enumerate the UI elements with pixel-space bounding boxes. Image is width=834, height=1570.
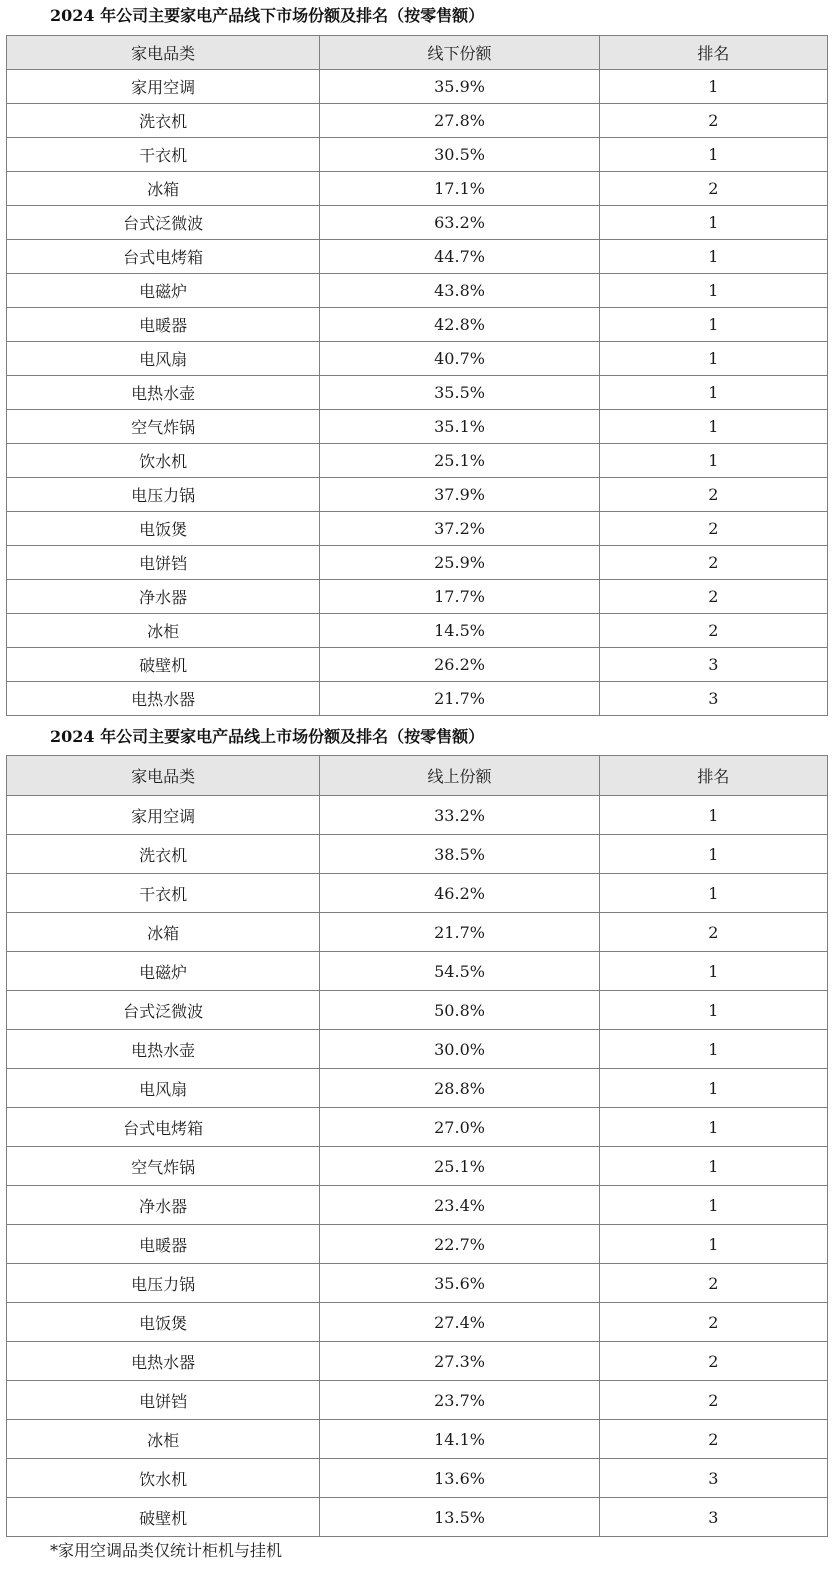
table-row: [7, 1186, 828, 1225]
share-cell: 13.6%: [320, 1459, 599, 1498]
table-row: [7, 376, 828, 410]
rank-cell: 1: [599, 1147, 827, 1186]
category-cell: 电磁炉: [7, 274, 320, 308]
rank-cell: 1: [599, 796, 827, 835]
share-cell: 23.4%: [320, 1186, 599, 1225]
table-row: [7, 172, 828, 206]
online-table-body: [7, 796, 828, 1537]
share-cell: 37.2%: [320, 512, 599, 546]
share-cell: 54.5%: [320, 952, 599, 991]
category-cell: 台式泛微波: [7, 991, 320, 1030]
share-cell: 44.7%: [320, 240, 599, 274]
offline-table-body: [7, 70, 828, 716]
category-cell: 饮水机: [7, 1459, 320, 1498]
rank-cell: 1: [599, 874, 827, 913]
table-row: [7, 952, 828, 991]
header-row: [7, 756, 828, 796]
category-cell: 冰箱: [7, 172, 320, 206]
rank-cell: 2: [599, 478, 827, 512]
share-cell: 14.5%: [320, 614, 599, 648]
category-cell: 家用空调: [7, 70, 320, 104]
rank-cell: 3: [599, 648, 827, 682]
rank-cell: 2: [599, 512, 827, 546]
rank-cell: 1: [599, 1186, 827, 1225]
rank-cell: 2: [599, 614, 827, 648]
table-row: [7, 546, 828, 580]
share-cell: 14.1%: [320, 1420, 599, 1459]
table-row: [7, 682, 828, 716]
table-row: [7, 444, 828, 478]
share-cell: 17.1%: [320, 172, 599, 206]
share-cell: 27.3%: [320, 1342, 599, 1381]
share-cell: 27.4%: [320, 1303, 599, 1342]
table-row: [7, 1147, 828, 1186]
rank-cell: 1: [599, 991, 827, 1030]
rank-cell: 1: [599, 835, 827, 874]
rank-cell: 2: [599, 546, 827, 580]
share-cell: 35.5%: [320, 376, 599, 410]
table-row: [7, 138, 828, 172]
offline-table-title: 2024 年公司主要家电产品线下市场份额及排名（按零售额）: [50, 6, 485, 25]
share-cell: 35.6%: [320, 1264, 599, 1303]
column-header-category: 家电品类: [7, 756, 320, 796]
rank-cell: 1: [599, 1225, 827, 1264]
table-row: [7, 1108, 828, 1147]
offline-share-table: [6, 35, 828, 716]
table-row: [7, 342, 828, 376]
share-cell: 22.7%: [320, 1225, 599, 1264]
rank-cell: 1: [599, 952, 827, 991]
category-cell: 净水器: [7, 580, 320, 614]
online-share-table: [6, 755, 828, 1537]
share-cell: 46.2%: [320, 874, 599, 913]
rank-cell: 3: [599, 1498, 827, 1537]
table-row: [7, 796, 828, 835]
rank-cell: 3: [599, 1459, 827, 1498]
category-cell: 冰箱: [7, 913, 320, 952]
rank-cell: 1: [599, 138, 827, 172]
table-row: [7, 991, 828, 1030]
share-cell: 37.9%: [320, 478, 599, 512]
column-header-rank: 排名: [599, 36, 827, 70]
category-cell: 电热水器: [7, 1342, 320, 1381]
category-cell: 电风扇: [7, 342, 320, 376]
rank-cell: 2: [599, 580, 827, 614]
share-cell: 43.8%: [320, 274, 599, 308]
category-cell: 洗衣机: [7, 104, 320, 138]
category-cell: 电暖器: [7, 308, 320, 342]
category-cell: 电磁炉: [7, 952, 320, 991]
share-cell: 21.7%: [320, 682, 599, 716]
share-cell: 17.7%: [320, 580, 599, 614]
table-row: [7, 1069, 828, 1108]
share-cell: 33.2%: [320, 796, 599, 835]
rank-cell: 3: [599, 682, 827, 716]
table-row: [7, 1303, 828, 1342]
share-cell: 23.7%: [320, 1381, 599, 1420]
footnote: *家用空调品类仅统计柜机与挂机: [50, 1541, 283, 1560]
table-row: [7, 104, 828, 138]
category-cell: 电饭煲: [7, 512, 320, 546]
category-cell: 空气炸锅: [7, 1147, 320, 1186]
table-row: [7, 614, 828, 648]
share-cell: 38.5%: [320, 835, 599, 874]
share-cell: 21.7%: [320, 913, 599, 952]
category-cell: 饮水机: [7, 444, 320, 478]
share-cell: 13.5%: [320, 1498, 599, 1537]
share-cell: 25.9%: [320, 546, 599, 580]
share-cell: 25.1%: [320, 1147, 599, 1186]
table-row: [7, 913, 828, 952]
category-cell: 净水器: [7, 1186, 320, 1225]
column-header-share: 线上份额: [320, 756, 599, 796]
category-cell: 干衣机: [7, 138, 320, 172]
category-cell: 台式电烤箱: [7, 240, 320, 274]
rank-cell: 1: [599, 308, 827, 342]
share-cell: 27.8%: [320, 104, 599, 138]
category-cell: 电饼铛: [7, 546, 320, 580]
share-cell: 50.8%: [320, 991, 599, 1030]
header-row: [7, 36, 828, 70]
share-cell: 30.5%: [320, 138, 599, 172]
rank-cell: 1: [599, 342, 827, 376]
rank-cell: 2: [599, 1264, 827, 1303]
category-cell: 电饭煲: [7, 1303, 320, 1342]
table-row: [7, 1225, 828, 1264]
table-row: [7, 874, 828, 913]
offline-table-header: [7, 36, 828, 70]
table-row: [7, 478, 828, 512]
category-cell: 干衣机: [7, 874, 320, 913]
category-cell: 冰柜: [7, 614, 320, 648]
category-cell: 电饼铛: [7, 1381, 320, 1420]
rank-cell: 2: [599, 1303, 827, 1342]
category-cell: 冰柜: [7, 1420, 320, 1459]
share-cell: 28.8%: [320, 1069, 599, 1108]
rank-cell: 1: [599, 410, 827, 444]
share-cell: 35.1%: [320, 410, 599, 444]
rank-cell: 2: [599, 913, 827, 952]
rank-cell: 2: [599, 1381, 827, 1420]
rank-cell: 1: [599, 1108, 827, 1147]
column-header-share: 线下份额: [320, 36, 599, 70]
category-cell: 家用空调: [7, 796, 320, 835]
table-row: [7, 70, 828, 104]
category-cell: 洗衣机: [7, 835, 320, 874]
rank-cell: 2: [599, 1420, 827, 1459]
table-row: [7, 274, 828, 308]
table-row: [7, 1498, 828, 1537]
table-row: [7, 240, 828, 274]
category-cell: 台式泛微波: [7, 206, 320, 240]
share-cell: 40.7%: [320, 342, 599, 376]
table-row: [7, 410, 828, 444]
online-table-header: [7, 756, 828, 796]
share-cell: 25.1%: [320, 444, 599, 478]
rank-cell: 1: [599, 444, 827, 478]
category-cell: 电压力锅: [7, 1264, 320, 1303]
category-cell: 电热水壶: [7, 1030, 320, 1069]
share-cell: 63.2%: [320, 206, 599, 240]
rank-cell: 2: [599, 1342, 827, 1381]
rank-cell: 2: [599, 172, 827, 206]
column-header-rank: 排名: [599, 756, 827, 796]
table-row: [7, 1459, 828, 1498]
rank-cell: 1: [599, 1030, 827, 1069]
category-cell: 破壁机: [7, 1498, 320, 1537]
column-header-category: 家电品类: [7, 36, 320, 70]
rank-cell: 2: [599, 104, 827, 138]
table-row: [7, 512, 828, 546]
rank-cell: 1: [599, 1069, 827, 1108]
category-cell: 电风扇: [7, 1069, 320, 1108]
table-row: [7, 206, 828, 240]
table-row: [7, 1030, 828, 1069]
share-cell: 27.0%: [320, 1108, 599, 1147]
table-row: [7, 648, 828, 682]
share-cell: 30.0%: [320, 1030, 599, 1069]
rank-cell: 1: [599, 240, 827, 274]
category-cell: 空气炸锅: [7, 410, 320, 444]
rank-cell: 1: [599, 274, 827, 308]
category-cell: 电暖器: [7, 1225, 320, 1264]
table-row: [7, 1381, 828, 1420]
table-row: [7, 1264, 828, 1303]
share-cell: 26.2%: [320, 648, 599, 682]
share-cell: 42.8%: [320, 308, 599, 342]
category-cell: 破壁机: [7, 648, 320, 682]
rank-cell: 1: [599, 376, 827, 410]
table-row: [7, 308, 828, 342]
table-row: [7, 1420, 828, 1459]
table-row: [7, 835, 828, 874]
share-cell: 35.9%: [320, 70, 599, 104]
category-cell: 电热水器: [7, 682, 320, 716]
online-table-title: 2024 年公司主要家电产品线上市场份额及排名（按零售额）: [50, 727, 485, 746]
table-row: [7, 1342, 828, 1381]
rank-cell: 1: [599, 70, 827, 104]
category-cell: 台式电烤箱: [7, 1108, 320, 1147]
rank-cell: 1: [599, 206, 827, 240]
table-row: [7, 580, 828, 614]
category-cell: 电压力锅: [7, 478, 320, 512]
category-cell: 电热水壶: [7, 376, 320, 410]
